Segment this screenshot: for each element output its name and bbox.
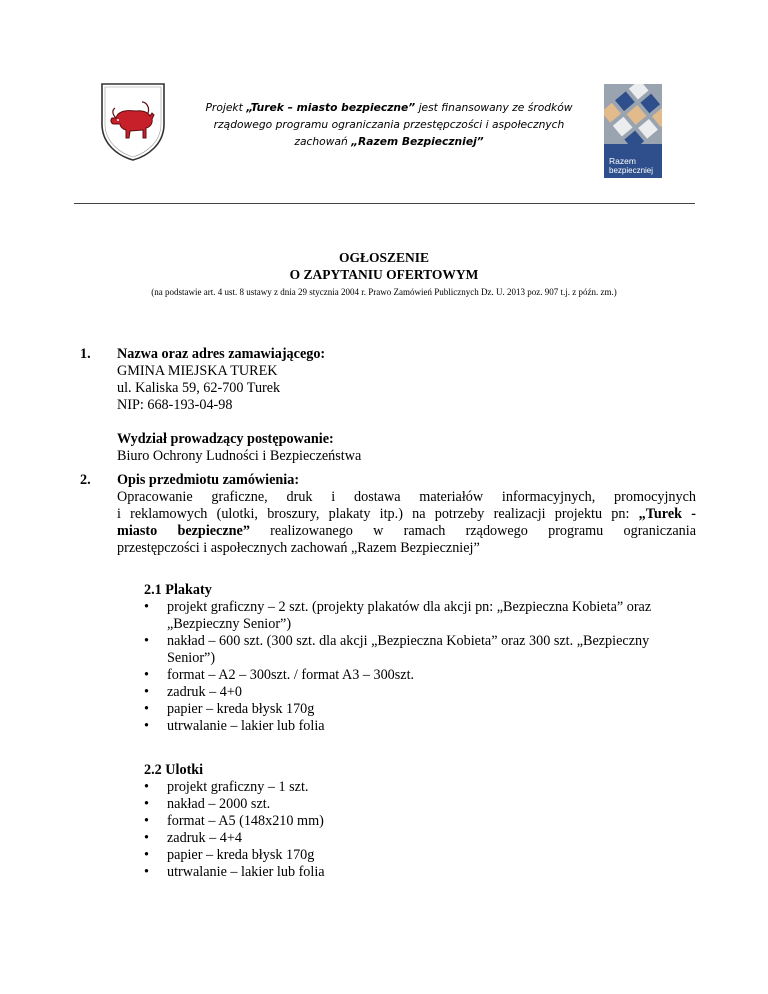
bullet: •: [144, 796, 149, 812]
department-heading: Wydział prowadzący postępowanie:: [117, 431, 334, 447]
para-text: realizowanego w ramach rządowego programu ograniczania: [249, 523, 696, 539]
section-2-para-line: Opracowanie graficzne, druk i dostawa materiałów informacyjnych, promocyjnych: [117, 489, 696, 505]
section-1-line: NIP: 668-193-04-98: [117, 397, 233, 413]
list-item: • nakład – 2000 szt.: [144, 796, 271, 812]
section-2-number: 2.: [80, 472, 91, 488]
header-prefix: Projekt: [205, 101, 247, 114]
list-item: • projekt graficzny – 1 szt.: [144, 779, 309, 795]
section-1-number: 1.: [80, 346, 91, 362]
bullet: •: [144, 847, 149, 863]
header-middle: jest finansowany ze środków rządowego programu ograniczania przestępczości i aspołecznych zachowań: [213, 101, 573, 148]
section-2-para-line: [117, 506, 696, 523]
list-item: • projekt graficzny – 2 szt. (projekty plakatów dla akcji pn: „Bezpieczna Kobieta” oraz „Bezpieczny Senior”): [144, 599, 652, 632]
bullet: •: [144, 718, 149, 734]
list-item: • format – A5 (148x210 mm): [144, 813, 324, 829]
turek-crest-logo: [98, 80, 168, 162]
subsection-heading: 2.1 Plakaty: [144, 582, 212, 598]
list-item: • papier – kreda błysk 170g: [144, 701, 315, 717]
legal-basis: (na podstawie art. 4 ust. 8 ustawy z dnia 29 stycznia 2004 r. Prawo Zamówień Publicznych Dz. U. 2013 poz. 907 t.j. z późn. zm.): [151, 287, 617, 297]
header-divider: [74, 203, 695, 204]
project-funding-header: [196, 99, 582, 150]
project-name: „Turek – miasto bezpieczne”: [246, 101, 416, 114]
department-name: Biuro Ochrony Ludności i Bezpieczeństwa: [117, 448, 362, 464]
section-1-line: GMINA MIEJSKA TUREK: [117, 363, 278, 379]
bullet: •: [144, 830, 149, 846]
list-item: • utrwalanie – lakier lub folia: [144, 864, 325, 880]
section-1: [80, 346, 697, 465]
bullet: •: [144, 813, 149, 829]
logo-text-line2: bezpieczniej: [609, 166, 654, 175]
list-item: • format – A2 – 300szt. / format A3 – 300szt.: [144, 667, 415, 683]
para-text: i reklamowych (ulotki, broszury, plakaty itp.) na potrzeby realizacji projektu pn:: [117, 506, 639, 522]
list-item: • papier – kreda błysk 170g: [144, 847, 315, 863]
program-name: „Razem Bezpieczniej”: [351, 135, 484, 148]
bullet: •: [144, 599, 149, 615]
subsection-heading: 2.2 Ulotki: [144, 762, 204, 778]
subsection-plakaty: [144, 582, 696, 735]
list-item: • zadruk – 4+0: [144, 684, 242, 700]
list-item: • nakład – 600 szt. (300 szt. dla akcji „Bezpieczna Kobieta” oraz 300 szt. „Bezpieczny Senior”): [144, 633, 650, 666]
list-item: • zadruk – 4+4: [144, 830, 242, 846]
bullet: •: [144, 633, 149, 649]
section-1-line: ul. Kaliska 59, 62-700 Turek: [117, 380, 281, 396]
section-2-para-line: [117, 523, 696, 540]
subsection-ulotki: [144, 762, 696, 881]
list-item: • utrwalanie – lakier lub folia: [144, 718, 325, 734]
para-project-bold: miasto bezpieczne”: [117, 523, 250, 539]
bullet: •: [144, 701, 149, 717]
title-line1: OGŁOSZENIE: [338, 250, 430, 265]
bullet: •: [144, 864, 149, 880]
bullet: •: [144, 684, 149, 700]
para-project-bold: „Turek -: [638, 506, 696, 522]
bullet: •: [144, 779, 149, 795]
section-2-heading: Opis przedmiotu zamówienia:: [117, 472, 300, 488]
section-1-heading: Nazwa oraz adres zamawiającego:: [117, 346, 326, 362]
razem-bezpieczniej-logo: [604, 84, 662, 178]
section-2-para-line: przestępczości i aspołecznych zachowań „Razem Bezpieczniej”: [117, 540, 480, 556]
title-line2: O ZAPYTANIU OFERTOWYM: [289, 267, 479, 282]
logo-text-line1: Razem: [609, 156, 636, 166]
bullet: •: [144, 667, 149, 683]
section-2: [80, 472, 696, 557]
